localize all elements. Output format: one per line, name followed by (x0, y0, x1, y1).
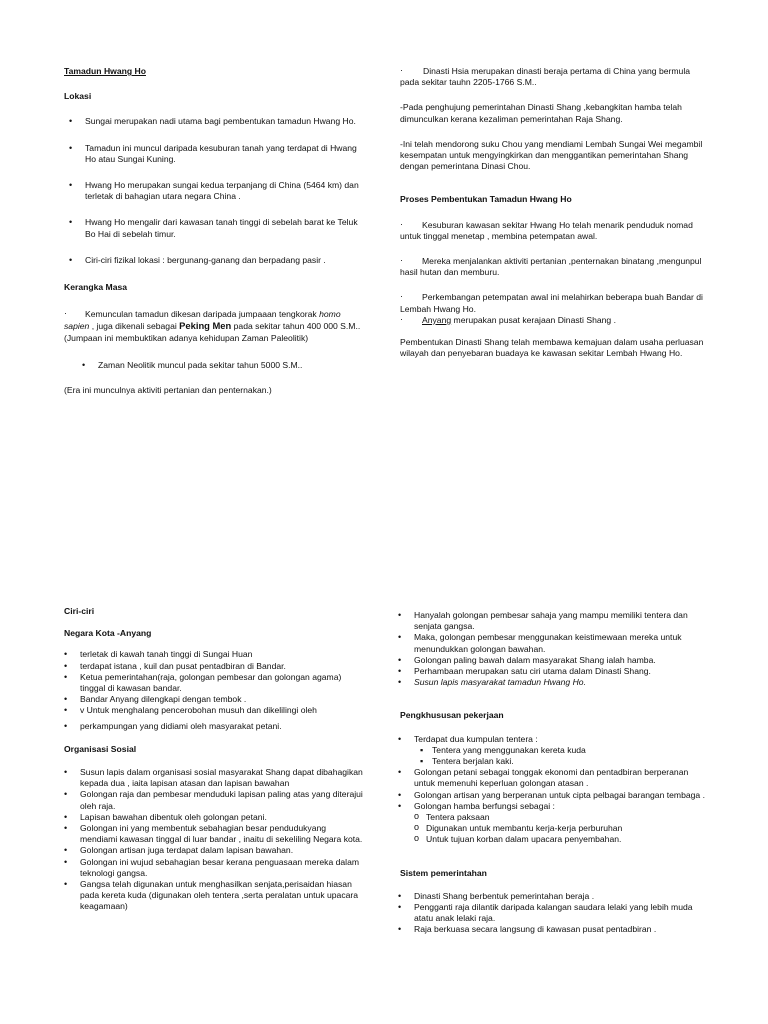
list-item: • Bandar Anyang dilengkapi dengan tembok . (64, 694, 247, 705)
list-item: • Golongan hamba berfungsi sebagai : (398, 800, 555, 811)
bottom-left-column (64, 606, 364, 913)
list-item: • Tamadun ini muncul daripada kesuburan tanah yang terdapat di Hwang Ho atau Sungai Kuning. (69, 142, 357, 164)
pengkhususan-heading: Pengkhususan pekerjaan (400, 710, 504, 721)
top-left-column (64, 66, 364, 396)
list-item: • Perhambaan merupakan satu ciri utama dalam Dinasti Shang. (398, 666, 651, 677)
list-item: • Gangsa telah digunakan untuk menghasilkan senjata,perisaidan hiasan pada kereta kuda (digunakan oleh tentera ,serta peralatan untuk upacara keagamaan) (64, 879, 359, 912)
list-item: • Golongan paling bawah dalam masyarakat Shang ialah hamba. (398, 654, 656, 665)
negara-kota-heading: Negara Kota -Anyang (64, 628, 152, 639)
tentera-sublist (400, 745, 705, 767)
kerangka-era-note: (Era ini munculnya aktiviti pertanian dan penternakan.) (64, 385, 272, 396)
list-item: • Ciri-ciri fizikal lokasi : bergunang-ganang dan berpadang pasir . (69, 254, 326, 265)
proses-item: · Mereka menjalankan aktiviti pertanian ,penternakan binatang ,mengunpul hasil hutan dan memburu. (400, 255, 702, 278)
proses-item: · Anyang merupakan pusat kerajaan Dinasti Shang . (400, 313, 616, 325)
list-item: • Dinasti Shang berbentuk pemerintahan beraja . (398, 890, 595, 901)
organisasi-heading: Organisasi Sosial (64, 743, 137, 754)
ciri-ciri-heading: Ciri-ciri (64, 606, 95, 616)
list-item: • Terdapat dua kumpulan tentera : (398, 733, 538, 744)
kerangka-heading: Kerangka Masa (64, 282, 128, 293)
list-item: • terletak di kawah tanah tinggi di Sungai Huan (64, 649, 253, 660)
top-right-column (400, 66, 705, 359)
list-item: • Golongan artisan juga terdapat dalam lapisan bawahan. (64, 845, 294, 856)
list-item: • Susun lapis dalam organisasi sosial masyarakat Shang dapat dibahagikan kepada dua , iaita lapisan atasan dan lapisan bawahan (64, 767, 363, 789)
lokasi-list (64, 116, 364, 266)
list-item: • Golongan ini yang membentuk sebahagian besar pendudukyang mendiami kawasan tinggal di luar bandar , inaitu di sekeliling Negara kota. (64, 823, 363, 845)
kerangka-list (64, 360, 364, 371)
list-item: • Hwang Ho merupakan sungai kedua terpanjang di China (5464 km) dan terletak di bahagian utara negara China . (69, 180, 359, 202)
list-item: • Golongan raja dan pembesar menduduki lapisan paling atas yang diterajui oleh raja. (64, 789, 363, 811)
pengkhususan-list-continued (400, 767, 705, 812)
list-item: o Digunakan untuk membantu kerja-kerja perburuhan (414, 822, 623, 834)
shang-paragraph: -Pada penghujung pemerintahan Dinasti Shang ,kebangkitan hamba telah dimunculkan kerana kezaliman pemerintahan Raja Shang. (400, 102, 682, 124)
kerangka-note: (Jumpaan ini membuktikan adanya kehidupan Zaman Paleolitik) (64, 332, 309, 343)
list-item: • Golongan petani sebagai tonggak ekonomi dan pentadbiran berperanan untuk memenuhi keperluan golongan atasan . (398, 767, 689, 789)
proses-heading: Proses Pembentukan Tamadun Hwang Ho (400, 194, 572, 205)
pembentukan-paragraph: Pembentukan Dinasti Shang telah membawa kemajuan dalam usaha perluasan wilayah dan penyebaran buadaya ke kawasan sekitar Lembah Hwang Ho. (400, 337, 704, 359)
list-item: • Hanyalah golongan pembesar sahaja yang mampu memiliki tentera dan senjata gangsa. (398, 610, 688, 632)
chou-paragraph: -Ini telah mendorong suku Chou yang mendiami Lembah Sungai Wei megambil kesempatan untuk mengyingkirkan dan menggantikan pemerintahan Shang dengan pemerintana Dinasi Chou. (400, 138, 703, 172)
list-item: • Zaman Neolitik muncul pada sekitar tahun 5000 S.M.. (82, 359, 303, 370)
list-item: • Golongan ini wujud sebahagian besar kerana penguasaan mereka dalam teknologi gangsa. (64, 856, 360, 878)
list-item: o Tentera paksaan (414, 811, 490, 823)
negara-kota-list (64, 649, 364, 731)
hamba-sublist (400, 812, 705, 846)
dinasti-hsia-paragraph: · Dinasti Hsia merupakan dinasti beraja pertama di China yang bermula pada sekitar tauhn 2205-1766 S.M.. (400, 65, 691, 88)
pengkhususan-list (400, 734, 705, 745)
proses-item: · Kesuburan kawasan sekitar Hwang Ho telah menarik penduduk nomad untuk tinggal menetap , membina petempatan awal. (400, 218, 693, 241)
bottom-right-column (400, 610, 705, 936)
list-item: o Untuk tujuan korban dalam upacara penyembahan. (414, 833, 622, 845)
list-item: • Raja berkuasa secara langsung di kawasan pusat pentadbiran . (398, 924, 657, 935)
list-item: • Golongan artisan yang berperanan untuk cipta pelbagai barangan tembaga . (398, 789, 705, 800)
organisasi-list (64, 767, 364, 913)
list-item: • Sungai merupakan nadi utama bagi pembentukan tamadun Hwang Ho. (69, 116, 356, 127)
kerangka-paragraph: · Kemunculan tamadun dikesan daripada jumpaaan tengkorak homo sapien , juga dikenali sebagai Peking Men pada sekitar tahun 400 000 S.M.. (64, 308, 361, 332)
list-item: • v Untuk menghalang pencerobohan musuh dan dikelilingi oleh (64, 705, 317, 716)
list-item: • terdapat istana , kuil dan pusat pentadbiran di Bandar. (64, 660, 286, 671)
sistem-list (400, 891, 705, 936)
sistem-heading: Sistem pemerintahan (400, 867, 487, 878)
list-item: • Ketua pemerintahan(raja, golongan pembesar dan golongan agama) tinggal di kawasan bandar. (64, 671, 342, 694)
list-item: • perkampungan yang didiami oleh masyarakat petani. (64, 720, 282, 731)
list-item: ▪ Tentera yang menggunakan kereta kuda (420, 744, 586, 755)
lokasi-heading: Lokasi (64, 91, 92, 102)
list-item: • Maka, golongan pembesar menggunakan keistimewaan mereka untuk menundukkan golongan bawahan. (398, 632, 682, 654)
list-item: • Hwang Ho mengalir dari kawasan tanah tinggi di sebelah barat ke Teluk Bo Hai di sebelah timur. (69, 217, 358, 239)
list-item: ▪ Tentera berjalan kaki. (420, 756, 514, 767)
list-item: • Pengganti raja dilantik daripada kalangan saudara lelaki yang lebih muda atatu anak lelaki raja. (398, 902, 693, 924)
list-item: • Susun lapis masyarakat tamadun Hwang Ho. (398, 677, 586, 688)
list-item: • Lapisan bawahan dibentuk oleh golongan petani. (64, 811, 267, 822)
proses-item: · Perkembangan petempatan awal ini melahirkan beberapa buah Bandar di Lembah Hwang Ho. (400, 291, 703, 314)
document-title: Tamadun Hwang Ho (64, 66, 146, 76)
susun-lapis-list (400, 610, 705, 688)
